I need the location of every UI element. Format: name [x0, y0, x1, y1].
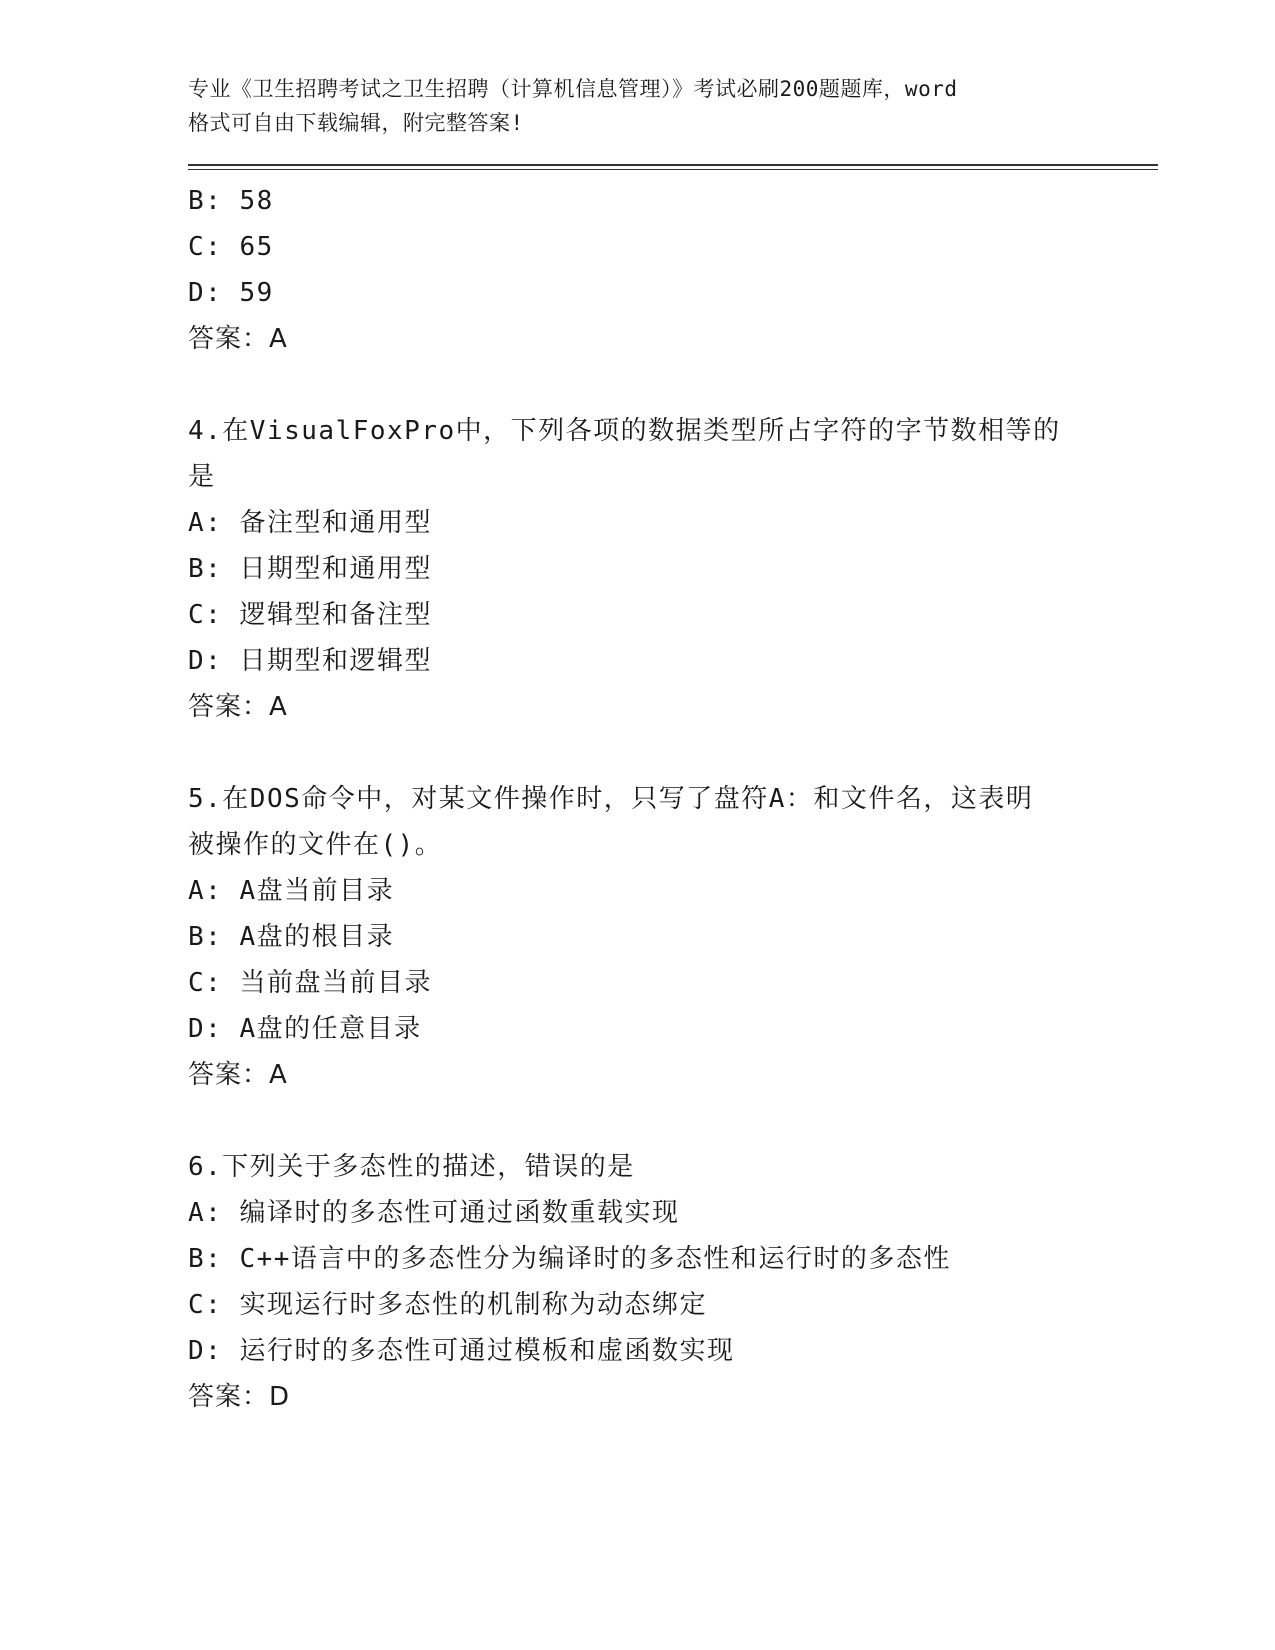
question-stem [188, 408, 1088, 500]
question-stem-line-1: 6.下列关于多态性的描述，错误的是 [188, 1152, 635, 1182]
document-header [188, 72, 1158, 140]
option-c: C: 当前盘当前目录 [188, 968, 432, 998]
question-block-3 [188, 178, 1158, 362]
header-title-line-2: 格式可自由下载编辑，附完整答案! [188, 111, 524, 135]
answer-line: 答案：A [188, 324, 288, 354]
option-a: A: 编译时的多态性可通过函数重载实现 [188, 1198, 680, 1228]
question-block-4 [188, 408, 1158, 730]
question-block-6 [188, 1144, 1158, 1420]
header-divider [188, 164, 1158, 170]
answer-line: 答案：A [188, 692, 288, 722]
option-d: D: 日期型和逻辑型 [188, 646, 432, 676]
question-stem-line-1: 5.在DOS命令中，对某文件操作时，只写了盘符A：和文件名，这表明 [188, 784, 1034, 814]
header-title-line-1: 专业《卫生招聘考试之卫生招聘（计算机信息管理）》考试必刷200题题库，word [188, 77, 958, 101]
option-d: D: 59 [188, 278, 274, 308]
question-block-5 [188, 776, 1158, 1098]
question-stem-line-1: 4.在VisualFoxPro中，下列各项的数据类型所占字符的字节数相等的 [188, 416, 1061, 446]
option-b: B: 日期型和通用型 [188, 554, 432, 584]
document-page [188, 72, 1158, 1420]
answer-line: 答案：A [188, 1060, 288, 1090]
option-c: C: 65 [188, 232, 274, 262]
question-stem-line-2: 被操作的文件在()。 [188, 830, 443, 860]
question-stem [188, 1144, 1088, 1190]
option-b: B: C++语言中的多态性分为编译时的多态性和运行时的多态性 [188, 1244, 951, 1274]
answer-line: 答案：D [188, 1382, 291, 1412]
option-a: A: 备注型和通用型 [188, 508, 432, 538]
option-b: B: A盘的根目录 [188, 922, 395, 952]
option-b: B: 58 [188, 186, 274, 216]
option-d: D: A盘的任意目录 [188, 1014, 422, 1044]
option-c: C: 逻辑型和备注型 [188, 600, 432, 630]
option-a: A: A盘当前目录 [188, 876, 395, 906]
question-stem [188, 776, 1088, 868]
option-c: C: 实现运行时多态性的机制称为动态绑定 [188, 1290, 707, 1320]
option-d: D: 运行时的多态性可通过模板和虚函数实现 [188, 1336, 735, 1366]
question-stem-line-2: 是 [188, 462, 216, 492]
